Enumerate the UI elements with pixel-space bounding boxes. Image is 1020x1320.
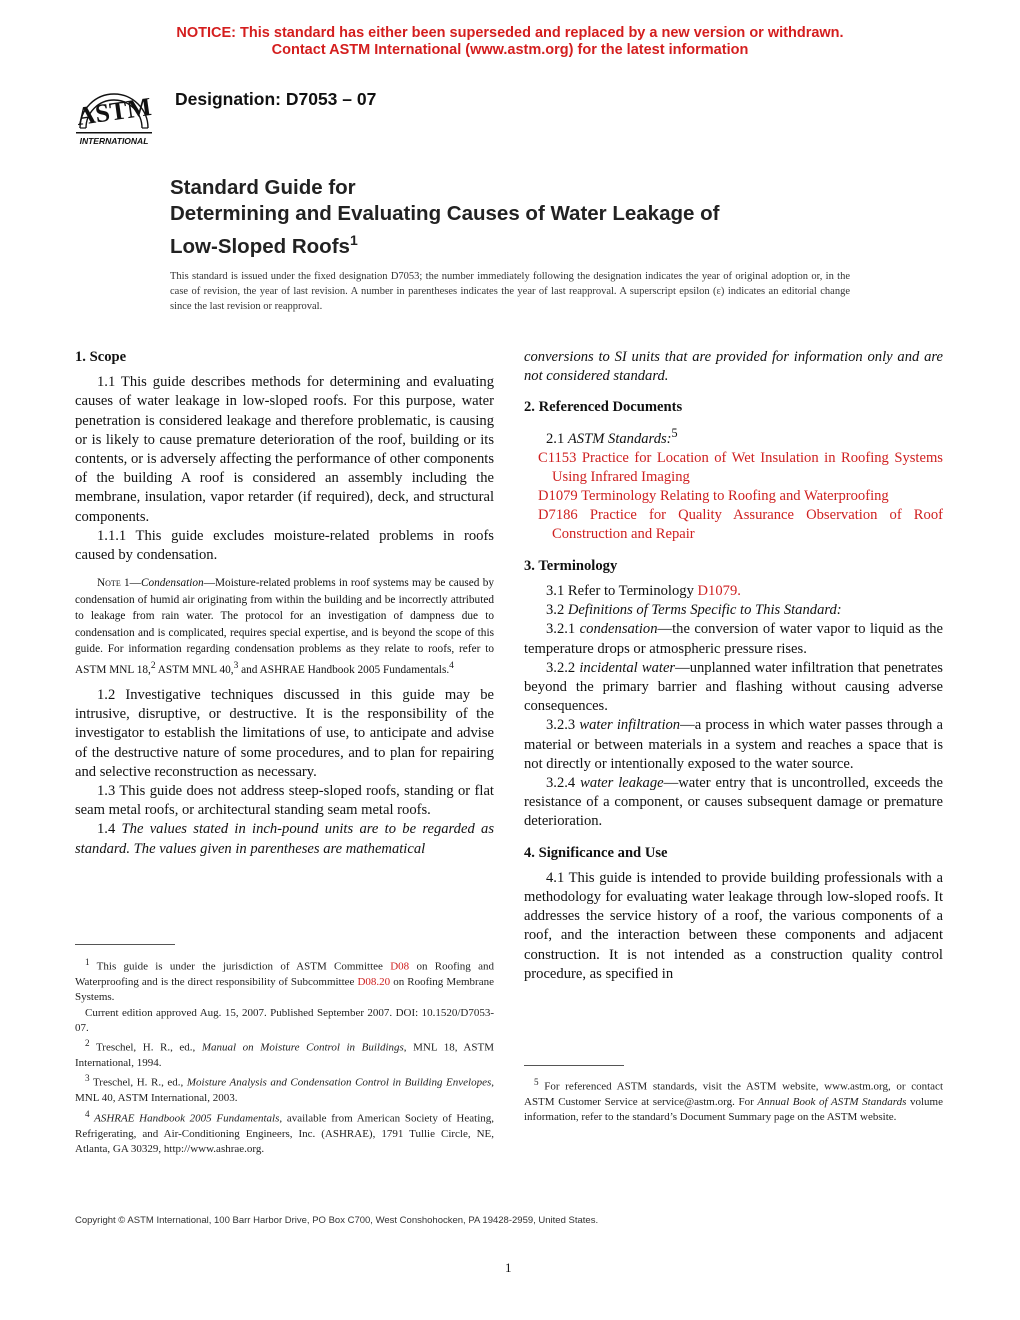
referenced-docs-heading: 2. Referenced Documents bbox=[524, 399, 683, 416]
document-title bbox=[170, 175, 870, 260]
terminology-link[interactable]: D1079. bbox=[697, 582, 741, 599]
para-3-1: 3.1 Refer to Terminology D1079. bbox=[546, 582, 741, 599]
title-line-3: Low-Sloped Roofs bbox=[170, 234, 350, 258]
footnote-3: $^3$ Treschel, H. R., ed., Moisture Analysis and Condensation Control in Building Envelopes, MNL 40, ASTM International, 2003. bbox=[75, 1073, 494, 1105]
footnote-2: $^2$ Treschel, H. R., ed., Manual on Moisture Control in Buildings, MNL 18, ASTM International, 1994. bbox=[75, 1038, 494, 1070]
footnotes-left bbox=[75, 955, 494, 1157]
footnote-5: $^5$ For referenced ASTM standards, visit the ASTM website, www.astm.org, or contact ASTM Customer Service at service@astm.org. For Annual Book of ASTM Standards volume information, refer to the standard’s Document Summary page on the ASTM website. bbox=[524, 1077, 943, 1124]
issuance-statement: This standard is issued under the fixed designation D7053; the number immediately following the designation indicates the year of original adoption or, in the case of revision, the year of last revision. A number in parentheses indicates the year of last reapproval. A superscript epsilon (ε) indicates an editorial change since the last revision or reapproval. bbox=[170, 271, 850, 312]
para-1-1: 1.1 This guide describes methods for determining and evaluating causes of water leakage in low-sloped roofs. For this purpose, water penetration is considered leakage and therefore problematic, is causing or is likely to cause premature deterioration of the roof, building or its contents, or is adversely affecting the performance of other components of the building A roof is considered an assembly including the membrane, insulation, vapor retarder (if required), deck, and structural components. bbox=[75, 374, 494, 525]
copyright-footer: Copyright © ASTM International, 100 Barr Harbor Drive, PO Box C700, West Conshohocken, PA 19428-2959, United States. bbox=[75, 1215, 599, 1226]
para-1-4-text: The values stated in inch-pound units are to be regarded as standard. The values given in parentheses are mathematical bbox=[75, 821, 495, 857]
para-1-3: 1.3 This guide does not address steep-sloped roofs, standing or flat seam metal roofs, or architectural standing seam metal roofs. bbox=[75, 783, 494, 819]
footnote-1-edition: Current edition approved Aug. 15, 2007. Published September 2007. DOI: 10.1520/D7053-07. bbox=[75, 1006, 494, 1034]
title-footnote-mark: 1 bbox=[349, 232, 358, 248]
note-1 bbox=[75, 575, 494, 678]
designation: Designation: D7053 – 07 bbox=[175, 89, 377, 109]
note-label: Note 1 bbox=[97, 577, 130, 590]
def-incidental-water: 3.2.2 incidental water—unplanned water infiltration that penetrates beyond the primary barrier and flashing without causing adverse consequences. bbox=[524, 659, 943, 715]
note-text: —Moisture-related problems in roof systems may be caused by condensation of humid air originating from within the building and be incorrectly attributed to leakage from rain water. The protocol for an investigation of dampness due to condensation and is complicated, requires special expertise, and is beyond the scope of this guide. For information regarding condensation problems as they relate to roofs, refer to ASTM MNL 18, bbox=[75, 577, 495, 676]
footnote-rule-right bbox=[524, 1065, 624, 1066]
left-column bbox=[75, 348, 494, 859]
def-condensation: 3.2.1 condensation—the conversion of water vapor to liquid as the temperature drops or atmospheric pressure rises. bbox=[524, 621, 943, 657]
notice-line-1: NOTICE: This standard has either been superseded and replaced by a new version or withdrawn. bbox=[176, 25, 844, 41]
notice-line-2: Contact ASTM International (www.astm.org) for the latest information bbox=[271, 42, 749, 58]
significance-heading: 4. Significance and Use bbox=[524, 844, 668, 861]
note-sup-2: 2 bbox=[150, 660, 156, 671]
terminology-heading: 3. Terminology bbox=[524, 557, 618, 574]
ref-d1079[interactable]: D1079 Terminology Relating to Roofing and Waterproofing bbox=[538, 488, 889, 505]
logo-subtext: INTERNATIONAL bbox=[79, 136, 149, 146]
title-line-2: Determining and Evaluating Causes of Water Leakage of bbox=[170, 202, 720, 225]
para-1-4-num: 1.4 bbox=[97, 821, 122, 838]
footnote-4: $^4$ ASHRAE Handbook 2005 Fundamentals, available from American Society of Heating, Refrigerating, and Air-Conditioning Engineers, Inc. (ASHRAE), 1791 Tullie Circle, NE, Atlanta, GA 30329, http://www.ashrae.org. bbox=[75, 1108, 494, 1155]
def-water-infiltration: 3.2.3 water infiltration—a process in which water passes through a material or between materials in a system and reaches a space that is not directly or intentionally exposed to the water source. bbox=[524, 717, 944, 772]
ref-c1153[interactable]: C1153 Practice for Location of Wet Insulation in Roofing Systems Using Infrared Imaging bbox=[538, 449, 943, 485]
right-column bbox=[524, 348, 943, 984]
astm-logo bbox=[66, 78, 162, 150]
para-2-1: 2.1 ASTM Standards:$^5$ bbox=[546, 425, 678, 447]
note-term: Condensation bbox=[140, 577, 204, 590]
para-1-4 bbox=[75, 820, 494, 858]
page-number: 1 bbox=[505, 1260, 512, 1275]
note-end: and ASHRAE Handbook 2005 Fundamentals. bbox=[238, 663, 450, 676]
ref-d7186[interactable]: D7186 Practice for Quality Assurance Observation of Roof Construction and Repair bbox=[538, 507, 943, 543]
scope-heading: 1. Scope bbox=[75, 349, 127, 365]
footnote-rule-left bbox=[75, 944, 175, 945]
note-mid: ASTM MNL 40, bbox=[155, 663, 234, 676]
para-1-1-1: 1.1.1 This guide excludes moisture-related problems in roofs caused by condensation. bbox=[75, 527, 494, 564]
note-sup-3: 3 bbox=[233, 660, 239, 671]
para-1-4-continued: conversions to SI units that are provided for information only and are not considered standard. bbox=[524, 349, 943, 385]
committee-link[interactable]: D08 bbox=[390, 960, 410, 973]
subcommittee-link[interactable]: D08.20 bbox=[357, 975, 391, 988]
logo-wordmark: ASTM bbox=[74, 91, 154, 132]
para-1-2: 1.2 Investigative techniques discussed in this guide may be intrusive, disruptive, or destructive. It is the responsibility of the investigator to establish the limitations of use, to anticipate and advise of the destructive nature of some procedures, and to plan for repairing and selective reconstruction as necessary. bbox=[75, 687, 494, 780]
note-dash: — bbox=[129, 577, 141, 590]
para-3-2: 3.2 Definitions of Terms Specific to This Standard: bbox=[546, 602, 842, 619]
footnotes-right bbox=[524, 1075, 943, 1126]
def-water-leakage: 3.2.4 water leakage—water entry that is uncontrolled, exceeds the resistance of a component, or causes subsequent damage or premature deterioration. bbox=[524, 774, 943, 830]
title-line-1: Standard Guide for bbox=[170, 176, 356, 199]
note-sup-4: 4 bbox=[449, 660, 454, 671]
para-4-1: 4.1 This guide is intended to provide building professionals with a methodology for evaluating water leakage through low-sloped roofs. It addresses the service history of a roof, the various components of a roof, and the interaction between these components and adjacent construction. It is not intended as a construction quality control procedure, as specified in bbox=[524, 869, 943, 982]
footnote-1: $^1$ This guide is under the jurisdiction of ASTM Committee D08 on Roofing and Waterproofing and is the direct responsibility of Subcommittee D08.20 on Roofing Membrane Systems. bbox=[75, 957, 494, 1004]
